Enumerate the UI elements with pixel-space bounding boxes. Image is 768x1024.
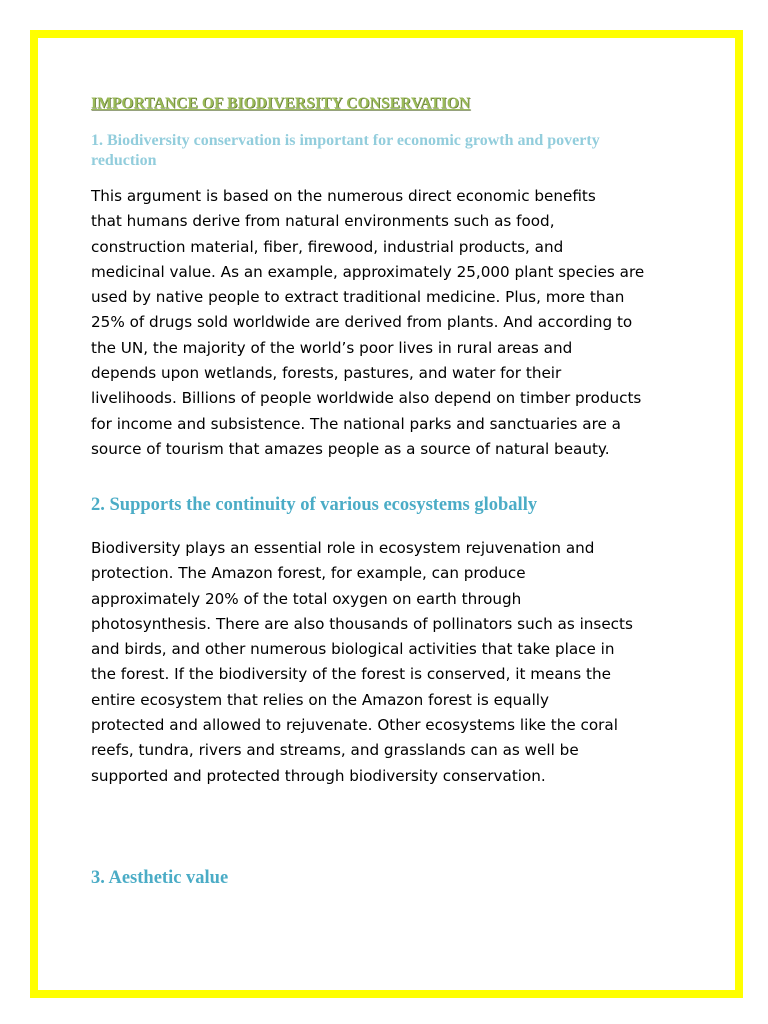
- paragraph-line: the UN, the majority of the world’s poor lives in rural areas and: [91, 338, 573, 357]
- paragraph-line: entire ecosystem that relies on the Amazon forest is equally: [91, 690, 549, 709]
- paragraph-line: construction material, fiber, firewood, industrial products, and: [91, 237, 564, 256]
- paragraph-line: supported and protected through biodiversity conservation.: [91, 766, 546, 785]
- document-title: IMPORTANCE OF BIODIVERSITY CONSERVATION: [91, 95, 471, 112]
- document-body: [91, 93, 686, 888]
- paragraph-line: This argument is based on the numerous direct economic benefits: [91, 187, 596, 205]
- paragraph-line: depends upon wetlands, forests, pastures, and water for their: [91, 364, 562, 383]
- paragraph-line: protected and allowed to rejuvenate. Other ecosystems like the coral: [91, 716, 618, 735]
- paragraph-line: Biodiversity plays an essential role in ecosystem rejuvenation and: [91, 539, 595, 557]
- paragraph-line: the forest. If the biodiversity of the forest is conserved, it means the: [91, 665, 611, 684]
- section-2-heading: 2. Supports the continuity of various ecosystems globally: [91, 495, 538, 515]
- paragraph-line: that humans derive from natural environments such as food,: [91, 212, 555, 231]
- paragraph-line: approximately 20% of the total oxygen on earth through: [91, 589, 522, 608]
- paragraph-line: medicinal value. As an example, approximately 25,000 plant species are: [91, 262, 645, 281]
- paragraph-line: reefs, tundra, rivers and streams, and grasslands can as well be: [91, 741, 579, 760]
- paragraph-line: photosynthesis. There are also thousands of pollinators such as insects: [91, 614, 633, 633]
- section-2-paragraph: [91, 536, 633, 789]
- paragraph-line: 25% of drugs sold worldwide are derived from plants. And according to: [91, 313, 633, 332]
- section-1-paragraph: [91, 184, 686, 462]
- paragraph-line: for income and subsistence. The national parks and sanctuaries are a: [91, 414, 621, 433]
- section-1-heading: 1. Biodiversity conservation is important for economic growth and poverty reduction: [91, 132, 600, 169]
- paragraph-line: source of tourism that amazes people as a source of natural beauty.: [91, 439, 610, 458]
- paragraph-line: livelihoods. Billions of people worldwide also depend on timber products: [91, 389, 642, 408]
- paragraph-line: protection. The Amazon forest, for example, can produce: [91, 564, 526, 583]
- paragraph-line: and birds, and other numerous biological activities that take place in: [91, 640, 615, 659]
- paragraph-line: used by native people to extract traditional medicine. Plus, more than: [91, 288, 625, 307]
- section-3-heading: 3. Aesthetic value: [91, 868, 229, 888]
